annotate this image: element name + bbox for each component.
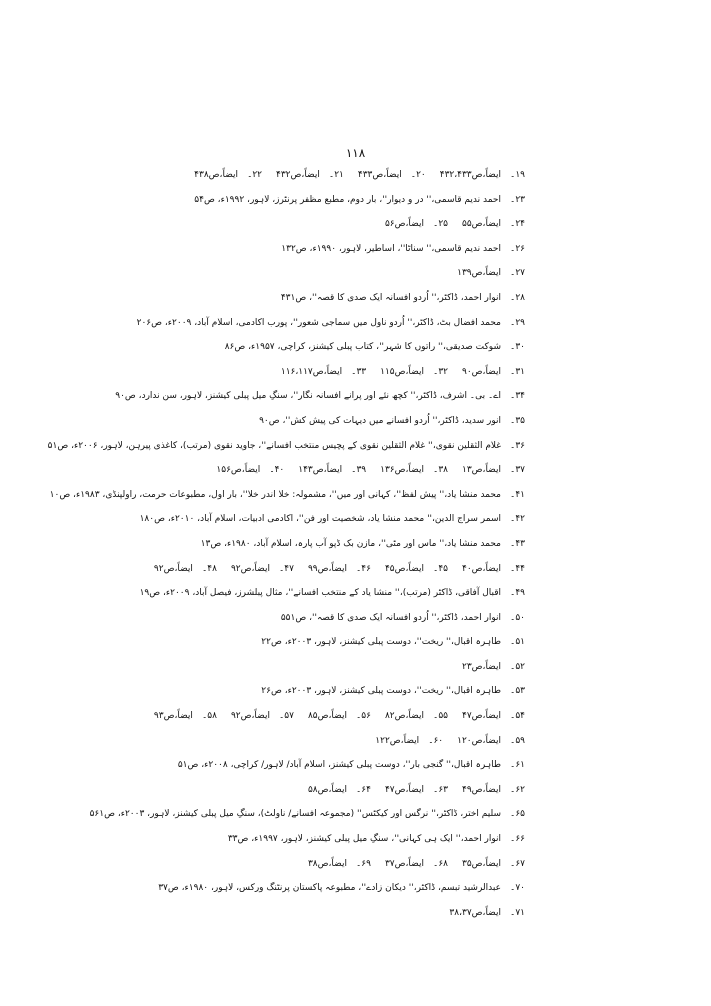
- footnote-row: [47, 434, 525, 459]
- footnote-number: ۴۸۔: [201, 563, 217, 574]
- footnote-text: ایضاً،ص۴۹: [461, 784, 501, 795]
- footnote-number: ۳۶۔: [510, 440, 525, 451]
- footnote-entry: [231, 704, 294, 729]
- footnote-entry: [178, 753, 525, 778]
- footnote-entry: [225, 335, 525, 360]
- footnote-entry: [231, 557, 294, 582]
- footnote-number: ۵۱۔: [510, 637, 525, 648]
- footnote-text: ایضاً،ص۱۲۲: [375, 735, 420, 746]
- footnote-text: ایضاً،ص۱۳۶: [380, 465, 424, 476]
- footnote-text: ایضاً،ص۵۸: [307, 784, 347, 795]
- footnote-text: ایضاً،ص۳۸،۳۷: [449, 907, 501, 918]
- footnote-entry: [50, 483, 525, 508]
- footnote-text: ایضاً،ص۴۳۳: [357, 170, 402, 180]
- footnote-entry: [462, 458, 525, 483]
- footnote-text: شوکت صدیقی،'' راتوں کا شہر''، کتاب پبلی کیشنز، کراچی، ۱۹۵۷ء، ص۸۶: [224, 342, 501, 353]
- footnote-row: [190, 335, 525, 360]
- footnote-entry: [140, 581, 525, 606]
- footnote-entry: [154, 557, 217, 582]
- footnote-text: ایضاً،ص۱۳۹: [457, 268, 501, 279]
- footnote-row: [190, 778, 525, 803]
- footnote-number: ۳۱۔: [510, 366, 525, 377]
- footnote-row: [190, 409, 525, 434]
- footnote-row: [190, 237, 525, 262]
- footnote-text: احمد ندیم قاسمی،'' سناٹا''، اساطیر، لاہور، ۱۹۹۰ء، ص۱۳۲: [281, 243, 501, 254]
- footnote-text: طاہرہ اقبال،'' گنجی بار''، دوست پبلی کیشنز، اسلام آباد/ لاہور/ کراچی، ۲۰۰۸ء، ص۵۱: [177, 760, 501, 771]
- footnote-row: [190, 901, 525, 926]
- footnote-row: [153, 557, 525, 582]
- footnote-number: ۲۶۔: [510, 243, 525, 254]
- footnote-text: غلام الثقلین نقوی،'' غلام الثقلین نقوی کے پچیس منتخب افسانے''، جاوید نقوی (مرتب)، کاغذی پیرہن، لاہور، ۲۰۰۶ء، ص۵۱: [47, 440, 501, 451]
- footnote-row: [190, 729, 525, 754]
- footnote-entry: [48, 434, 525, 459]
- footnote-row: [190, 360, 525, 385]
- footnote-entry: [380, 458, 448, 483]
- footnote-text: انوار احمد، ڈاکٹر،'' اُردو افسانہ ایک صدی کا قصہ''، ص۴۳۱: [280, 292, 501, 303]
- footnote-row: [190, 286, 525, 311]
- footnote-row: [190, 630, 525, 655]
- footnote-entry: [457, 729, 525, 754]
- page-number: ۱۱۸: [345, 146, 366, 160]
- footnote-entry: [276, 163, 344, 188]
- footnote-entry: [385, 557, 448, 582]
- footnote-number: ۳۹۔: [351, 465, 367, 476]
- footnote-number: ۶۵۔: [510, 809, 525, 820]
- footnote-row: [190, 188, 525, 213]
- footnote-number: ۵۹۔: [510, 735, 525, 746]
- footnote-entry: [462, 655, 525, 680]
- footnote-number: ۵۵۔: [433, 711, 448, 722]
- footnote-entry: [259, 409, 525, 434]
- footnote-number: ۱۹۔: [510, 170, 525, 180]
- footnote-entry: [462, 360, 525, 385]
- footnote-number: ۶۸۔: [433, 858, 448, 869]
- footnote-text: ایضاً،ص۸۵: [307, 711, 347, 722]
- footnote-number: ۵۴۔: [510, 711, 525, 722]
- footnote-text: طاہرہ اقبال،'' ریخت''، دوست پبلی کیشنز، لاہور، ۲۰۰۳ء، ص۲۶: [261, 686, 501, 697]
- footnote-entry: [375, 729, 443, 754]
- footnote-text: محمد منشا یاد،'' پیش لفظ''، کہانی اور میں''، مشمولہ: خلا اندر خلا''، بار اول، مطبوعات حرمت، راولپنڈی، ۱۹۸۳ء، ص۱۰: [49, 489, 501, 500]
- footnote-text: اقبال آفاقی، ڈاکٹر (مرتب)،'' منشا یاد کے منتخب افسانے''، مثال پبلشرز، فیصل آباد، ۲۰۰۹ء، ص۱۹: [139, 588, 501, 599]
- footnote-text: ایضاً،ص۴۰: [461, 563, 501, 574]
- footnote-row: [190, 212, 525, 237]
- footnote-entry: [281, 286, 525, 311]
- footnote-number: ۶۲۔: [510, 784, 525, 795]
- footnote-entry: [137, 311, 525, 336]
- footnote-text: ایضاً،ص۵۵: [461, 219, 501, 230]
- footnote-text: ایضاً،ص۹۳: [153, 711, 193, 722]
- footnote-number: ۴۰۔: [269, 465, 285, 476]
- footnote-number: ۲۹۔: [510, 317, 525, 328]
- footnote-entry: [115, 384, 525, 409]
- footnote-number: ۴۴۔: [510, 563, 525, 574]
- footnote-text: انوار احمد، ڈاکٹر،'' اُردو افسانہ ایک صدی کا قصہ''، ص۵۵۱: [280, 612, 501, 623]
- footnote-number: ۵۸۔: [201, 711, 217, 722]
- footnote-entry: [140, 507, 525, 532]
- footnote-number: ۵۷۔: [279, 711, 294, 722]
- footnote-text: ایضاً،ص۳۷: [384, 858, 424, 869]
- footnote-text: محمد منشا یاد،'' ماس اور مٹی''، مازن بک ڈپو آب پارہ، اسلام آباد، ۱۹۸۰ء، ص۱۳: [200, 538, 501, 549]
- footnote-text: ایضاً،ص۹۲: [230, 563, 270, 574]
- footnote-entry: [194, 188, 525, 213]
- footnote-entry: [385, 212, 448, 237]
- footnote-entry: [449, 901, 525, 926]
- footnote-text: محمد افضال بٹ، ڈاکٹر،'' اُردو ناول میں سماجی شعور''، پورب اکادمی، اسلام آباد، ۲۰۰۹ء، ص۲۰۶: [136, 317, 501, 328]
- footnote-number: ۳۸۔: [433, 465, 448, 476]
- footnote-row: [190, 163, 525, 188]
- footnote-entry: [457, 261, 525, 286]
- footnote-number: ۳۳۔: [351, 366, 367, 377]
- footnote-number: ۶۰۔: [428, 735, 444, 746]
- footnote-entry: [385, 704, 448, 729]
- footnote-row: [190, 532, 525, 557]
- footnote-number: ۴۵۔: [433, 563, 448, 574]
- footnote-text: ایضاً،ص۱۵۶: [216, 465, 261, 476]
- footnote-text: ایضاً،ص۸۲: [384, 711, 424, 722]
- footnote-entry: [462, 778, 525, 803]
- footnote-text: اسمر سراج الدین،'' محمد منشا یاد، شخصیت اور فن''، اکادمی ادبیات، اسلام آباد، ۲۰۱۰ء، ص۱۸۰: [139, 514, 501, 525]
- footnote-entry: [281, 606, 525, 631]
- footnote-text: ایضاً،ص۹۰: [461, 366, 501, 377]
- footnote-number: ۴۹۔: [510, 588, 525, 599]
- footnote-entry: [158, 876, 525, 901]
- footnote-text: ایضاً،ص۴۳۸: [194, 170, 239, 180]
- footnote-entry: [261, 679, 525, 704]
- footnote-row: [190, 655, 525, 680]
- footnote-number: ۶۷۔: [510, 858, 525, 869]
- footnote-number: ۳۴۔: [510, 391, 525, 402]
- footnote-number: ۵۰۔: [510, 612, 525, 623]
- footnote-entry: [308, 852, 371, 877]
- footnote-entry: [216, 458, 284, 483]
- footnote-number: ۴۷۔: [279, 563, 294, 574]
- footnote-entry: [201, 532, 525, 557]
- footnote-text: ایضاً،ص۴۵: [384, 563, 424, 574]
- footnote-entry: [194, 163, 262, 188]
- footnote-entry: [308, 778, 371, 803]
- footnote-text: احمد ندیم قاسمی،'' در و دیوار''، بار دوم، مطبع مظفر پرنٹرز، لاہور، ۱۹۹۲ء، ص۵۴: [194, 194, 501, 205]
- footnote-text: ایضاً،ص۴۳۲: [276, 170, 320, 180]
- footnote-entry: [228, 827, 525, 852]
- footnote-text: طاہرہ اقبال،'' ریخت''، دوست پبلی کیشنز، لاہور، ۲۰۰۳ء، ص۲۲: [261, 637, 501, 648]
- footnote-number: ۶۹۔: [356, 858, 371, 869]
- footnote-row: [190, 852, 525, 877]
- footnote-text: ایضاً،ص۵۶: [384, 219, 424, 230]
- footnote-row: [190, 827, 525, 852]
- footnote-text: ایضاً،ص۹۹: [307, 563, 347, 574]
- footnote-entry: [385, 852, 448, 877]
- footnote-entry: [358, 163, 426, 188]
- footnote-text: ایضاً،ص۱۴۳: [298, 465, 343, 476]
- footnote-number: ۷۱۔: [510, 907, 525, 918]
- footnote-entry: [462, 212, 525, 237]
- footnote-text: ایضاً،ص۴۳۲،۴۳۳: [439, 170, 501, 180]
- footnote-text: ایضاً،ص۲۳: [461, 661, 501, 672]
- footnote-row: [158, 876, 525, 901]
- footnote-entry: [90, 802, 525, 827]
- footnote-entry: [308, 704, 371, 729]
- footnote-entry: [462, 557, 525, 582]
- footnote-row: [190, 261, 525, 286]
- footnote-row: [153, 704, 525, 729]
- footnote-entry: [380, 360, 448, 385]
- footnote-number: ۴۲۔: [510, 514, 525, 525]
- footnote-number: ۲۸۔: [510, 292, 525, 303]
- footnote-entry: [462, 704, 525, 729]
- footnote-text: ایضاً،ص۱۲۰: [457, 735, 501, 746]
- footnote-number: ۲۴۔: [510, 219, 525, 230]
- footnote-number: ۲۵۔: [433, 219, 448, 230]
- footnote-row: [89, 802, 525, 827]
- footnote-list: [47, 163, 525, 925]
- footnote-number: ۶۶۔: [510, 834, 525, 845]
- footnote-entry: [154, 704, 217, 729]
- footnote-row: [136, 311, 525, 336]
- footnote-number: ۶۴۔: [356, 784, 371, 795]
- footnote-entry: [462, 852, 525, 877]
- footnote-row: [139, 507, 525, 532]
- footnote-row: [190, 458, 525, 483]
- footnote-number: ۶۳۔: [433, 784, 448, 795]
- footnote-entry: [440, 163, 525, 188]
- footnote-row: [177, 753, 525, 778]
- footnote-row: [190, 606, 525, 631]
- footnote-number: ۲۱۔: [328, 170, 344, 180]
- footnote-number: ۵۳۔: [510, 686, 525, 697]
- footnote-text: ایضاً،ص۱۳: [461, 465, 501, 476]
- footnote-number: ۵۲۔: [510, 661, 525, 672]
- footnote-entry: [308, 557, 371, 582]
- footnote-row: [115, 384, 525, 409]
- footnote-text: ایضاً،ص۴۷: [384, 784, 424, 795]
- footnote-number: ۲۲۔: [247, 170, 263, 180]
- footnote-number: ۲۷۔: [510, 268, 525, 279]
- footnote-number: ۳۲۔: [433, 366, 448, 377]
- footnote-text: ایضاً،ص۳۸: [307, 858, 347, 869]
- footnote-number: ۴۶۔: [356, 563, 371, 574]
- footnote-text: ایضاً،ص۱۱۶،۱۱۷: [280, 366, 343, 377]
- footnote-number: ۲۳۔: [510, 194, 525, 205]
- footnote-number: ۳۵۔: [510, 415, 525, 426]
- footnote-text: ایضاً،ص۴۷: [461, 711, 501, 722]
- footnote-entry: [385, 778, 448, 803]
- footnote-entry: [298, 458, 366, 483]
- footnote-entry: [281, 360, 366, 385]
- footnote-text: اے۔ بی۔ اشرف، ڈاکٹر،'' کچھ نئے اور پرانے افسانہ نگار''، سنگِ میل پبلی کیشنز، لاہور، سن ندارد، ص۹۰: [115, 391, 501, 402]
- footnote-text: ایضاً،ص۹۲: [230, 711, 270, 722]
- footnote-row: [49, 483, 525, 508]
- footnote-number: ۳۷۔: [510, 465, 525, 476]
- footnote-text: انوار احمد،'' ایک ہی کہانی''، سنگِ میل پبلی کیشنز، لاہور، ۱۹۹۷ء، ص۳۳: [227, 834, 501, 845]
- footnote-number: ۵۶۔: [356, 711, 371, 722]
- footnote-number: ۳۰۔: [510, 342, 525, 353]
- footnote-text: عبدالرشید تبسم، ڈاکٹر،'' دیکان زادے''، مطبوعہ پاکستان پرنٹنگ ورکس، لاہور، ۱۹۸۰ء، ص۳۷: [158, 883, 501, 894]
- footnote-row: [139, 581, 525, 606]
- footnote-text: ایضاً،ص۳۵: [461, 858, 501, 869]
- footnote-number: ۷۰۔: [510, 883, 525, 894]
- footnote-text: انور سدید، ڈاکٹر،'' اُردو افسانے میں دیہات کی پیش کش''، ص۹۰: [259, 415, 501, 426]
- footnote-number: ۶۱۔: [510, 760, 525, 771]
- footnote-number: ۴۱۔: [510, 489, 525, 500]
- footnote-text: ایضاً،ص۹۲: [153, 563, 193, 574]
- footnote-number: ۴۳۔: [510, 538, 525, 549]
- footnote-text: ایضاً،ص۱۱۵: [380, 366, 424, 377]
- footnote-text: سلیم اختر، ڈاکٹر،'' نرگس اور کیکٹس'' (مجموعہ افسانے/ ناولٹ)، سنگِ میل پبلی کیشنز، لاہور، ۲۰۰۳ء، ص۵۶۱: [89, 809, 501, 820]
- footnote-entry: [261, 630, 525, 655]
- footnote-number: ۲۰۔: [410, 170, 426, 180]
- footnote-entry: [281, 237, 525, 262]
- footnote-row: [190, 679, 525, 704]
